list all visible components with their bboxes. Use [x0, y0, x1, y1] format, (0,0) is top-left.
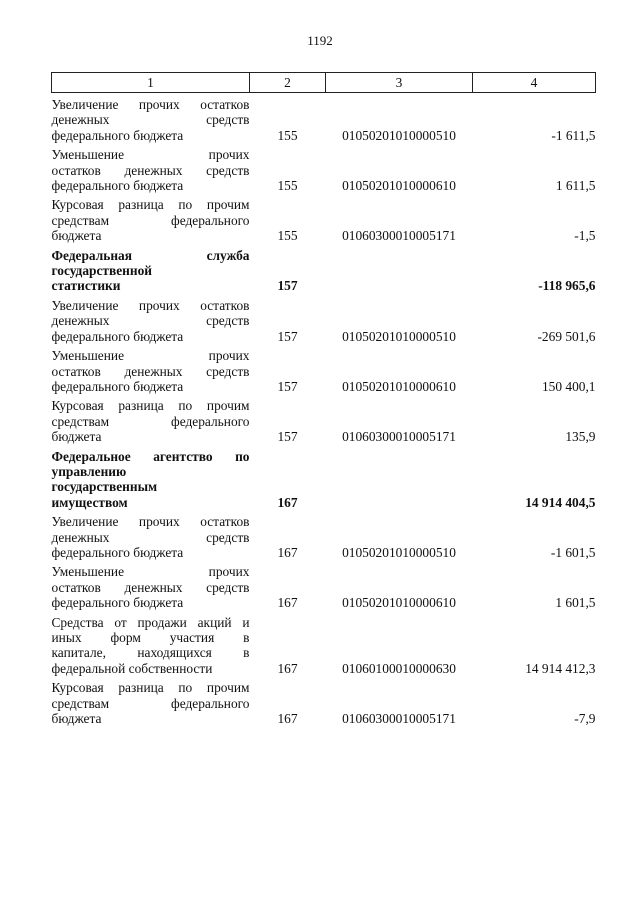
row-name-line: бюджета: [51, 711, 102, 727]
row-name-line: средствам федерального: [51, 212, 250, 228]
table-row: [52, 510, 596, 560]
row-name-line: федерального бюджета: [51, 544, 184, 560]
budget-classification-code: 01050201010000510: [342, 328, 456, 344]
row-name-line: федерального бюджета: [51, 328, 184, 344]
amount: -269 501,6: [537, 328, 596, 344]
admin-code: 167: [277, 660, 298, 676]
amount: -1,5: [574, 228, 596, 244]
column-header-4: 4: [473, 73, 596, 93]
row-name-line: федерального бюджета: [51, 595, 184, 611]
row-name-line: денежных средств: [51, 529, 250, 545]
row-name-line: Курсовая разница по прочим: [51, 398, 250, 414]
row-name: [52, 193, 250, 243]
admin-code: 167: [277, 711, 298, 727]
row-name: [52, 294, 250, 344]
row-name: [52, 394, 250, 444]
amount: 14 914 412,3: [525, 660, 596, 676]
admin-code: 157: [277, 378, 298, 394]
table-header-row: [52, 73, 596, 93]
table-row: [52, 394, 596, 444]
amount: -1 601,5: [550, 544, 596, 560]
row-name-line: Уменьшение прочих: [51, 348, 250, 364]
row-name-line: федерального бюджета: [51, 378, 184, 394]
budget-classification-code: 01060300010005171: [342, 429, 456, 445]
row-name: [52, 445, 250, 511]
admin-code: 167: [277, 494, 298, 510]
admin-code: 155: [277, 127, 298, 143]
amount: 1 611,5: [555, 178, 596, 194]
table-row: [52, 294, 596, 344]
row-name-line: средствам федерального: [51, 695, 250, 711]
row-name-line: Увеличение прочих остатков: [51, 297, 250, 313]
table-row: [52, 244, 596, 294]
admin-code: 155: [277, 178, 298, 194]
amount: -118 965,6: [538, 278, 596, 294]
row-name-line: федерального бюджета: [51, 127, 184, 143]
table-row: [52, 560, 596, 610]
budget-table: [51, 72, 596, 726]
row-name: [52, 344, 250, 394]
row-name-line: Увеличение прочих остатков: [51, 97, 250, 112]
budget-classification-code: 01050201010000510: [342, 544, 456, 560]
row-name-line: бюджета: [51, 228, 102, 244]
table-row: [52, 445, 596, 511]
column-header-2: 2: [250, 73, 326, 93]
row-name: [52, 244, 250, 294]
row-name-line: Федеральная служба: [51, 247, 250, 263]
amount: 150 400,1: [541, 378, 596, 394]
budget-classification-code: [326, 445, 473, 511]
budget-classification-code: 01050201010000610: [342, 378, 456, 394]
page-number: 1192: [307, 33, 333, 48]
row-name-line: капитале, находящихся в: [51, 645, 250, 661]
budget-classification-code: [326, 244, 473, 294]
amount: 135,9: [565, 429, 596, 445]
row-name-line: Курсовая разница по прочим: [51, 197, 250, 213]
amount: 1 601,5: [555, 595, 596, 611]
row-name-line: остатков денежных средств: [51, 363, 250, 379]
row-name-line: денежных средств: [51, 112, 250, 128]
row-name-line: Курсовая разница по прочим: [51, 680, 250, 696]
amount: -7,9: [574, 711, 596, 727]
row-name: [52, 510, 250, 560]
column-header-1: 1: [52, 73, 250, 93]
admin-code: 167: [277, 595, 298, 611]
row-name-line: управлению: [51, 463, 127, 479]
admin-code: 157: [277, 429, 298, 445]
budget-classification-code: 01050201010000510: [342, 127, 456, 143]
table-row: [52, 193, 596, 243]
row-name: [52, 143, 250, 193]
admin-code: 167: [277, 544, 298, 560]
table-row: [52, 611, 596, 677]
budget-classification-code: 01060300010005171: [342, 228, 456, 244]
row-name-line: иных форм участия в: [51, 630, 250, 645]
row-name-line: Уменьшение прочих: [51, 564, 250, 580]
row-name: [52, 676, 250, 726]
row-name-line: государственной: [51, 263, 153, 279]
amount: 14 914 404,5: [525, 494, 596, 510]
row-name-line: Федеральное агентство по: [51, 448, 250, 464]
row-name-line: федеральной собственности: [51, 660, 213, 676]
row-name-line: Средства от продажи акций и: [51, 614, 250, 630]
row-name-line: остатков денежных средств: [51, 162, 250, 178]
budget-classification-code: 01050201010000610: [342, 178, 456, 194]
row-name-line: федерального бюджета: [51, 178, 184, 194]
row-name-line: бюджета: [51, 429, 102, 445]
row-name: [52, 93, 250, 144]
table-row: [52, 344, 596, 394]
admin-code: 157: [277, 328, 298, 344]
row-name-line: остатков денежных средств: [51, 579, 250, 595]
row-name: [52, 560, 250, 610]
row-name-line: имуществом: [51, 494, 128, 510]
row-name-line: денежных средств: [51, 313, 250, 329]
table-row: [52, 143, 596, 193]
table-row: [52, 93, 596, 144]
budget-classification-code: 01060100010000630: [342, 660, 456, 676]
row-name-line: Увеличение прочих остатков: [51, 514, 250, 530]
amount: -1 611,5: [551, 127, 596, 143]
admin-code: 157: [277, 278, 298, 294]
admin-code: 155: [277, 228, 298, 244]
row-name: [52, 611, 250, 677]
row-name-line: государственным: [51, 479, 158, 495]
row-name-line: средствам федерального: [51, 413, 250, 429]
budget-classification-code: 01060300010005171: [342, 711, 456, 727]
table-body: [52, 93, 596, 727]
column-header-3: 3: [326, 73, 473, 93]
table-row: [52, 676, 596, 726]
budget-classification-code: 01050201010000610: [342, 595, 456, 611]
row-name-line: статистики: [51, 278, 121, 294]
row-name-line: Уменьшение прочих: [51, 147, 250, 163]
